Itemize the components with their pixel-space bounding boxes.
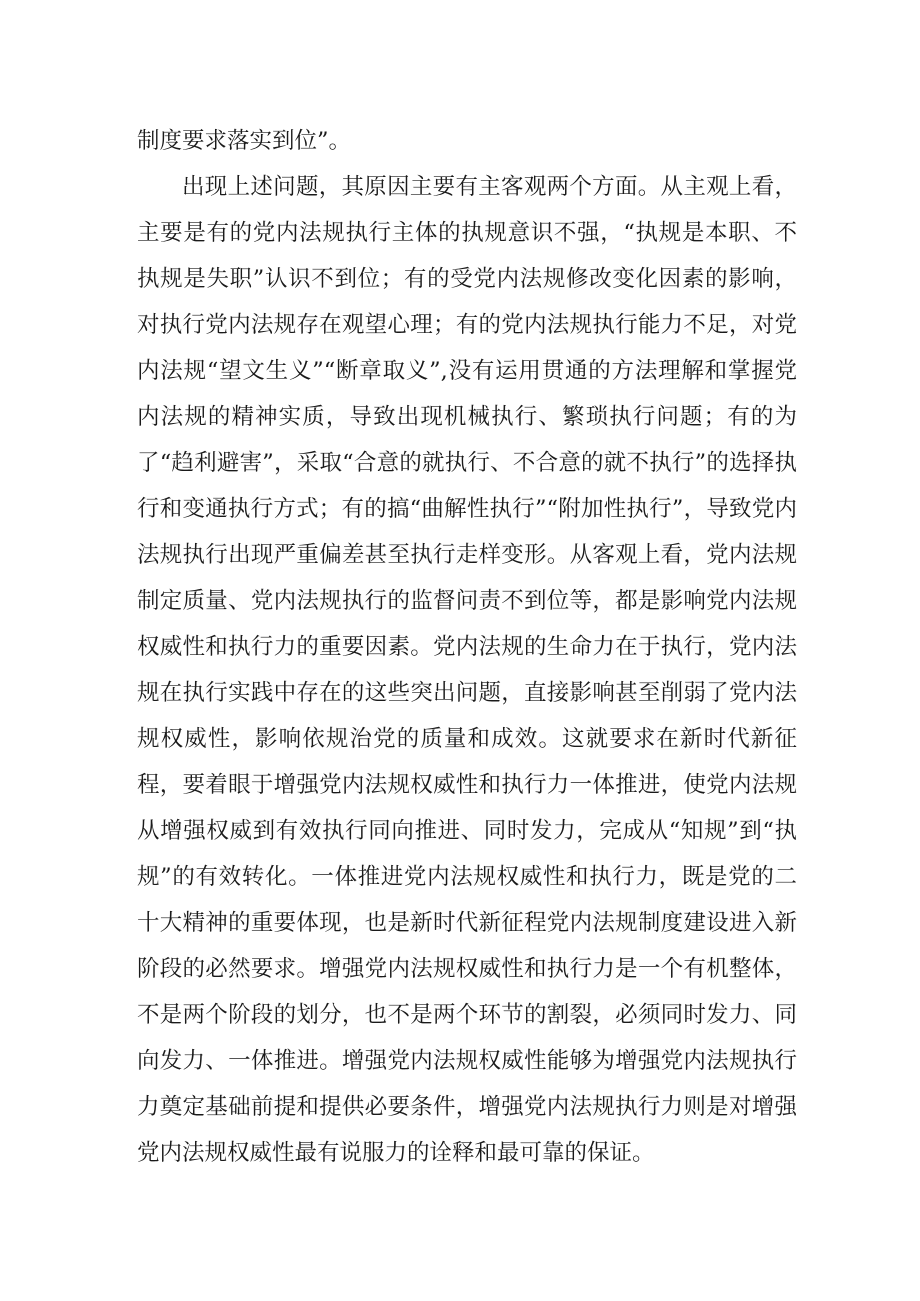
paragraph-continuation: 制度要求落实到位”。: [137, 128, 352, 154]
body-text: [137, 118, 797, 1176]
paragraph-main: 出现上述问题，其原因主要有主客观两个方面。从主观上看，主要是有的党内法规执行主体的执规意识不强，“执规是本职、不执规是失职”认识不到位；有的受党内法规修改变化因素的影响，对执行党内法规存在观望心理；有的党内法规执行能力不足，对党内法规“望文生义”“断章取义”,没有运用贯通的方法理解和掌握党内法规的精神实质，导致出现机械执行、繁琐执行问题；有的为了“趋利避害”，采取“合意的就执行、不合意的就不执行”的选择执行和变通执行方式；有的搞“曲解性执行”“附加性执行”，导致党内法规执行出现严重偏差甚至执行走样变形。从客观上看，党内法规制定质量、党内法规执行的监督问责不到位等，都是影响党内法规权威性和执行力的重要因素。党内法规的生命力在于执行，党内法规在执行实践中存在的这些突出问题，直接影响甚至削弱了党内法规权威性，影响依规治党的质量和成效。这就要求在新时代新征程，要着眼于增强党内法规权威性和执行力一体推进，使党内法规从增强权威到有效执行同向推进、同时发力，完成从“知规”到“执规”的有效转化。一体推进党内法规权威性和执行力，既是党的二十大精神的重要体现，也是新时代新征程党内法规制度建设进入新阶段的必然要求。增强党内法规权威性和执行力是一个有机整体，不是两个阶段的划分，也不是两个环节的割裂，必须同时发力、同向发力、一体推进。增强党内法规权威性能够为增强党内法规执行力奠定基础前提和提供必要条件，增强党内法规执行力则是对增强党内法规权威性最有说服力的诠释和最可靠的保证。: [137, 174, 797, 1166]
